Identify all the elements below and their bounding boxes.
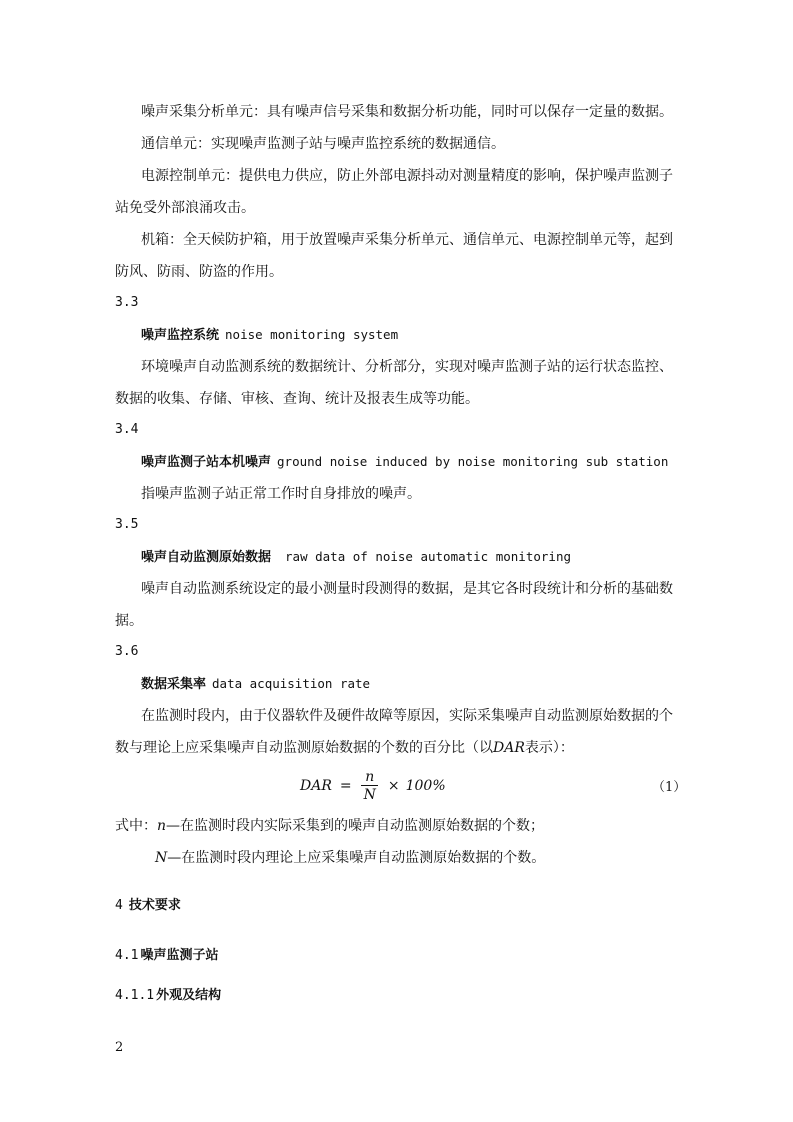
paragraph-line: 电源控制单元：提供电力供应，防止外部电源抖动对测量精度的影响，保护噪声监测子	[141, 168, 673, 184]
paragraph-line: 机箱：全天候防护箱，用于放置噪声采集分析单元、通信单元、电源控制单元等，起到	[141, 232, 673, 248]
section-number: 3.5	[115, 517, 139, 532]
symbol-n: n	[157, 818, 167, 834]
term-heading	[141, 452, 668, 473]
term-zh: 噪声监控系统	[141, 328, 220, 343]
section-number: 3.4	[115, 422, 139, 437]
heading-4-1	[115, 946, 219, 966]
heading-4	[115, 896, 181, 916]
paragraph-text: 数与理论上应采集噪声自动监测原始数据的个数的百分比（以	[115, 740, 493, 756]
formula-numerator: n	[361, 769, 378, 786]
paragraph-line: 指噪声监测子站正常工作时自身排放的噪声。	[141, 486, 421, 502]
equation-number: （1）	[652, 780, 687, 795]
where-prefix: 式中：	[115, 818, 157, 834]
paragraph-text: 表示）：	[524, 740, 574, 756]
heading-4-1-1	[115, 986, 221, 1006]
formula-times: ×	[387, 778, 400, 794]
dar-symbol: DAR	[493, 740, 525, 756]
heading-title: 技术要求	[128, 898, 181, 913]
heading-title: 噪声监测子站	[140, 948, 219, 963]
paragraph-line: 站免受外部浪涌攻击。	[115, 200, 255, 216]
symbol-N: N	[155, 850, 168, 866]
paragraph-line: 环境噪声自动监测系统的数据统计、分析部分，实现对噪声监测子站的运行状态监控、	[141, 359, 673, 375]
term-zh: 噪声监测子站本机噪声	[141, 455, 272, 470]
section-number: 3.6	[115, 644, 139, 659]
term-en: noise monitoring system	[225, 327, 399, 342]
term-en: ground noise induced by noise monitoring sub station	[277, 454, 669, 469]
term-en: data acquisition rate	[212, 676, 371, 691]
formula-lhs: DAR	[300, 778, 332, 794]
formula-denominator: N	[363, 786, 376, 803]
term-en: raw data of noise automatic monitoring	[285, 549, 571, 564]
paragraph-line: 防风、防雨、防盗的作用。	[115, 264, 283, 280]
where-line-N	[155, 848, 545, 868]
formula-fraction	[360, 769, 380, 804]
where-line-n	[115, 816, 544, 836]
term-zh: 数据采集率	[141, 677, 207, 692]
paragraph-line: 据。	[115, 613, 143, 629]
paragraph-line: 通信单元：实现噪声监测子站与噪声监控系统的数据通信。	[141, 136, 505, 152]
paragraph-line	[115, 738, 574, 758]
heading-title: 外观及结构	[156, 988, 222, 1003]
section-number: 3.3	[115, 295, 139, 310]
term-heading	[141, 547, 571, 568]
where-desc: —在监测时段内实际采集到的噪声自动监测原始数据的个数；	[166, 818, 545, 834]
where-desc: —在监测时段内理论上应采集噪声自动监测原始数据的个数。	[167, 850, 546, 866]
formula-equals: =	[339, 778, 352, 794]
page-number: 2	[115, 1040, 124, 1055]
term-heading	[141, 325, 398, 346]
heading-number: 4.1	[115, 948, 139, 963]
paragraph-line: 噪声自动监测系统设定的最小测量时段测得的数据，是其它各时段统计和分析的基础数	[141, 581, 673, 597]
heading-number: 4	[115, 898, 123, 913]
paragraph-line: 在监测时段内，由于仪器软件及硬件故障等原因，实际采集噪声自动监测原始数据的个	[141, 708, 673, 724]
paragraph-line: 噪声采集分析单元：具有噪声信号采集和数据分析功能，同时可以保存一定量的数据。	[141, 104, 673, 120]
term-zh: 噪声自动监测原始数据	[141, 550, 272, 565]
formula-dar	[300, 766, 446, 806]
term-heading	[141, 674, 370, 695]
formula-rhs: 100%	[405, 778, 446, 794]
heading-number: 4.1.1	[115, 988, 155, 1003]
paragraph-line: 数据的收集、存储、审核、查询、统计及报表生成等功能。	[115, 391, 479, 407]
